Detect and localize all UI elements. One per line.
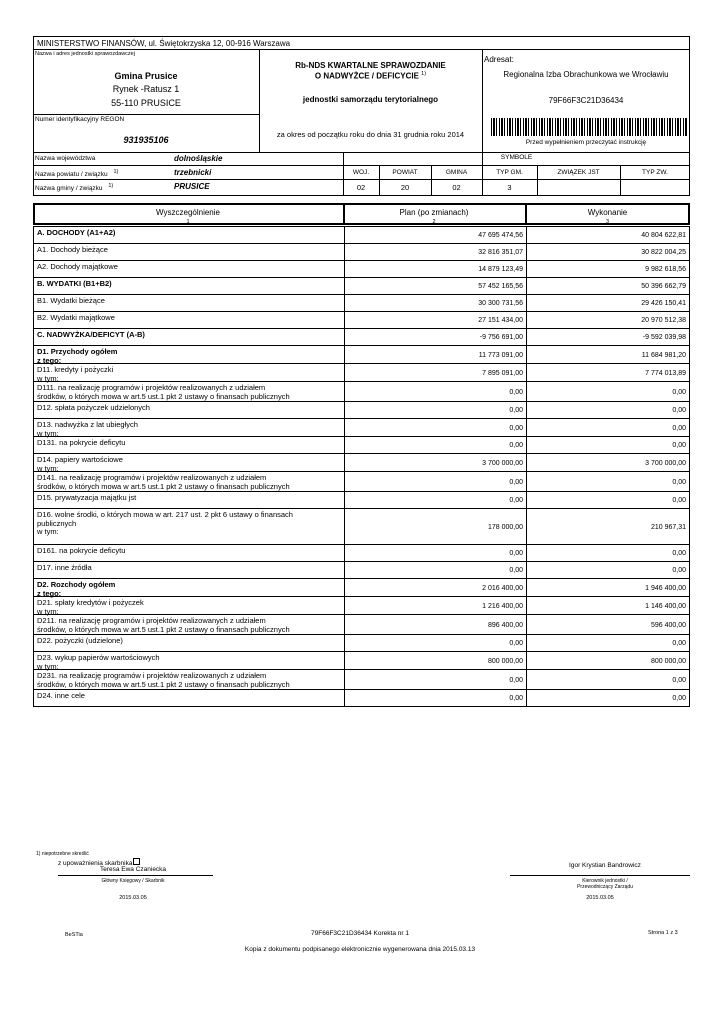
row-label: D15. prywatyzacja majątku jst [37, 493, 137, 502]
row-wykonanie-value: 9 982 618,56 [645, 266, 686, 273]
row-label: A2. Dochody majątkowe [37, 262, 118, 271]
barcode-image [491, 118, 687, 136]
accountant-name: Teresa Ewa Czaniecka [99, 866, 167, 873]
row-plan-value: 0,00 [509, 442, 523, 449]
row-label: C. NADWYŻKA/DEFICYT (A-B) [37, 330, 145, 339]
row-wykonanie-value: 210 967,31 [650, 524, 686, 531]
table-row [33, 596, 690, 615]
copy-note: Kopia z dokumentu podpisanego elektronicznie wygenerowana dnia 2015.03.13 [244, 946, 476, 953]
table-row [33, 544, 690, 562]
row-label: A1. Dochody bieżące [37, 245, 108, 254]
symbol-header-typ-zw: TYP ZW. [642, 169, 668, 176]
row-wykonanie-value: 7 774 013,89 [645, 370, 686, 377]
table-row [33, 669, 690, 690]
table-row [33, 436, 690, 454]
row-plan-value: 11 773 091,00 [478, 352, 523, 359]
table-row [33, 614, 690, 635]
row-plan-value: 0,00 [509, 695, 523, 702]
row-wykonanie-value: 0,00 [672, 677, 686, 684]
table-row [33, 491, 690, 509]
table-row [33, 260, 690, 278]
row-plan-value: 178 000,00 [487, 524, 523, 531]
col-number-2: 2 [432, 219, 436, 225]
row-plan-value: 3 700 000,00 [482, 460, 523, 467]
row-wykonanie-value: -9 592 039,98 [642, 334, 686, 341]
row-wykonanie-value: 0,00 [672, 550, 686, 557]
table-row [33, 453, 690, 472]
row-plan-value: 0,00 [509, 407, 523, 414]
row-label: B. WYDATKI (B1+B2) [37, 279, 112, 288]
row-label: D161. na pokrycie deficytu [37, 546, 126, 555]
row-wykonanie-value: 800 000,00 [650, 658, 686, 665]
regon-value: 931935106 [123, 135, 169, 145]
table-row [33, 363, 690, 382]
symbol-value-typ-gm: 3 [507, 183, 512, 192]
row-label: D211. na realizację programów i projektów realizowanych z udziałem środków, o których mowa w art.5 ust.1 pkt 2 ustawy o finansach publicznych [37, 616, 290, 634]
checkbox-icon [133, 858, 140, 865]
report-title-2: O NADWYŻCE / DEFICYCIE $^{1)}$ [314, 71, 427, 81]
row-label: D1. Przychody ogółem z tego: [37, 347, 118, 365]
head-title-2: Przewodniczący Zarządu [577, 884, 633, 890]
row-label: D141. na realizację programów i projektów realizowanych z udziałem środków, o których mowa w art.5 ust.1 pkt 2 ustawy o finansach publicznych [37, 473, 290, 491]
head-name: Igor Krystian Bandrowicz [569, 862, 641, 869]
symbol-header-zwiazek: ZWIĄZEK JST [557, 169, 600, 176]
gmina-value: PRUSICE [174, 182, 210, 191]
addressee: Regionalna Izba Obrachunkowa we Wrocławiu [503, 70, 669, 79]
gmina-label: Nazwa gminy / związku $^{1)}$ [35, 183, 114, 193]
row-plan-value: 896 400,00 [487, 622, 523, 629]
accountant-date: 2015.03.05 [119, 895, 147, 901]
row-wykonanie-value: 0,00 [672, 695, 686, 702]
symbol-header-woj: WOJ. [352, 169, 370, 176]
row-label: A. DOCHODY (A1+A2) [37, 228, 116, 237]
addressee-label: Adresat: [484, 55, 514, 64]
report-subtitle: jednostki samorządu terytorialnego [302, 95, 439, 104]
unit-name: Gmina Prusice [114, 71, 178, 81]
row-plan-value: 27 151 434,00 [478, 317, 523, 324]
row-label: D11. kredyty i pożyczki w tym: [37, 365, 114, 383]
row-plan-value: 0,00 [509, 677, 523, 684]
row-plan-value: 7 895 091,00 [482, 370, 523, 377]
row-plan-value: 2 016 400,00 [482, 585, 523, 592]
report-title-1: Rb-NDS KWARTALNE SPRAWOZDANIE [295, 61, 446, 70]
row-wykonanie-value: 20 970 512,38 [641, 317, 686, 324]
row-plan-value: 0,00 [509, 389, 523, 396]
table-row [33, 243, 690, 261]
row-plan-value: 0,00 [509, 567, 523, 574]
row-plan-value: 14 879 123,49 [478, 266, 523, 273]
symbol-value-powiat: 20 [400, 183, 410, 192]
unit-label: Nazwa i adres jednostki sprawozdawczej [35, 51, 135, 57]
row-plan-value: 0,00 [509, 497, 523, 504]
row-wykonanie-value: 0,00 [672, 567, 686, 574]
row-plan-value: 0,00 [509, 550, 523, 557]
table-row [33, 471, 690, 492]
row-wykonanie-value: 30 822 004,25 [641, 249, 686, 256]
row-plan-value: 0,00 [509, 640, 523, 647]
document-code: 79F66F3C21D36434 [548, 96, 624, 105]
row-label: D22. pożyczki (udzielone) [37, 636, 123, 645]
row-plan-value: 47 695 474,56 [478, 232, 523, 239]
table-row [33, 561, 690, 579]
woj-label: Nazwa województwa [35, 155, 96, 162]
col-header-description: Wyszczególnienie [156, 208, 220, 217]
head-title-1: Kierownik jednostki / [582, 878, 628, 884]
table-row [33, 401, 690, 419]
woj-value: dolnośląskie [174, 154, 223, 163]
row-plan-value: 32 816 351,07 [478, 249, 523, 256]
row-wykonanie-value: 0,00 [672, 442, 686, 449]
row-label: D17. inne źródła [37, 563, 92, 572]
row-label: D16. wolne środki, o których mowa w art. 217 ust. 2 pkt 6 ustawy o finansach publicznych w tym: [37, 510, 293, 536]
symbol-value-gmina: 02 [452, 183, 461, 192]
row-plan-value: 57 452 165,56 [478, 283, 523, 290]
table-row [33, 634, 690, 652]
unit-street: Rynek -Ratusz 1 [112, 84, 180, 94]
software-name: BeSTia [65, 932, 83, 938]
col-number-1: 1 [186, 219, 190, 225]
row-plan-value: 1 216 400,00 [482, 603, 523, 610]
row-plan-value: 30 300 731,56 [478, 300, 523, 307]
row-wykonanie-value: 0,00 [672, 425, 686, 432]
table-row [33, 689, 690, 707]
row-label: D2. Rozchody ogółem z tego: [37, 580, 116, 598]
symbol-header-gmina: GMINA [445, 169, 468, 176]
row-label: D13. nadwyżka z lat ubiegłych w tym: [37, 420, 138, 438]
row-wykonanie-value: 1 946 400,00 [645, 585, 686, 592]
col-header-plan: Plan (po zmianach) [399, 208, 469, 217]
row-label: D14. papiery wartościowe w tym: [37, 455, 123, 473]
col-number-3: 3 [605, 219, 610, 225]
row-label: B2. Wydatki majątkowe [37, 313, 115, 322]
row-wykonanie-value: 0,00 [672, 389, 686, 396]
table-row [33, 345, 690, 364]
row-wykonanie-value: 1 146 400,00 [645, 603, 686, 610]
ministry-line: MINISTERSTWO FINANSÓW, ul. Świętokrzyska 12, 00-916 Warszawa [37, 39, 291, 48]
table-row [33, 328, 690, 346]
row-wykonanie-value: 29 426 150,41 [641, 300, 686, 307]
row-label: D131. na pokrycie deficytu [37, 438, 126, 447]
symbol-header-typ-gm: TYP GM. [496, 169, 523, 176]
row-wykonanie-value: 50 396 662,79 [641, 283, 686, 290]
table-row [33, 294, 690, 312]
accountant-title: Główny Księgowy / Skarbnik [101, 878, 165, 884]
row-wykonanie-value: 596 400,00 [650, 622, 686, 629]
row-plan-value: 0,00 [509, 479, 523, 486]
head-date: 2015.03.05 [586, 895, 614, 901]
col-header-wykonanie: Wykonanie [587, 208, 628, 217]
powiat-value: trzebnicki [174, 168, 212, 177]
row-wykonanie-value: 11 684 981,20 [641, 352, 686, 359]
symbole-label: SYMBOLE [500, 154, 533, 161]
row-label: D24. inne cele [37, 691, 85, 700]
row-label: D111. na realizację programów i projektów realizowanych z udziałem środków, o których mowa w art.5 ust.1 pkt 2 ustawy o finansach publicznych [37, 383, 290, 401]
table-row [33, 381, 690, 402]
row-label: D23. wykup papierów wartościowych w tym: [37, 653, 160, 671]
table-row [33, 226, 690, 244]
symbol-value-woj: 02 [356, 183, 366, 192]
row-wykonanie-value: 0,00 [672, 407, 686, 414]
table-row [33, 311, 690, 329]
powiat-label: Nazwa powiatu / związku $^{1)}$ [35, 169, 119, 179]
report-period: za okres od początku roku do dnia 31 grudnia roku 2014 [276, 130, 465, 139]
row-plan-value: 800 000,00 [487, 658, 523, 665]
page-number: Strona 1 z 3 [648, 930, 678, 936]
table-row [33, 578, 690, 597]
row-plan-value: 0,00 [509, 425, 523, 432]
regon-label: Numer identyfikacyjny REGON [35, 116, 125, 123]
table-row [33, 508, 690, 545]
row-label: D231. na realizację programów i projektów realizowanych z udziałem środków, o których mowa w art.5 ust.1 pkt 2 ustawy o finansach publicznych [37, 671, 290, 689]
row-wykonanie-value: 0,00 [672, 497, 686, 504]
table-row [33, 277, 690, 295]
row-label: D12. spłata pożyczek udzielonych [37, 403, 150, 412]
on-behalf-note: z upoważnienia skarbnika [58, 858, 140, 867]
row-wykonanie-value: 3 700 000,00 [645, 460, 686, 467]
table-row [33, 651, 690, 670]
unit-city: 55-110 PRUSICE [111, 98, 181, 108]
row-label: B1. Wydatki bieżące [37, 296, 105, 305]
instruction-note: Przed wypełnieniem przeczytać instrukcję [525, 139, 647, 146]
row-wykonanie-value: 40 804 622,81 [641, 232, 686, 239]
row-wykonanie-value: 0,00 [672, 479, 686, 486]
table-row [33, 418, 690, 437]
row-wykonanie-value: 0,00 [672, 640, 686, 647]
symbol-header-powiat: POWIAT [392, 169, 418, 176]
footnote: 1) niepotrzebne skreślić [36, 851, 89, 857]
row-label: D21. spłaty kredytów i pożyczek w tym: [37, 598, 144, 616]
row-plan-value: -9 756 691,00 [479, 334, 523, 341]
correction-code: 79F66F3C21D36434 Korekta nr 1 [311, 930, 409, 937]
